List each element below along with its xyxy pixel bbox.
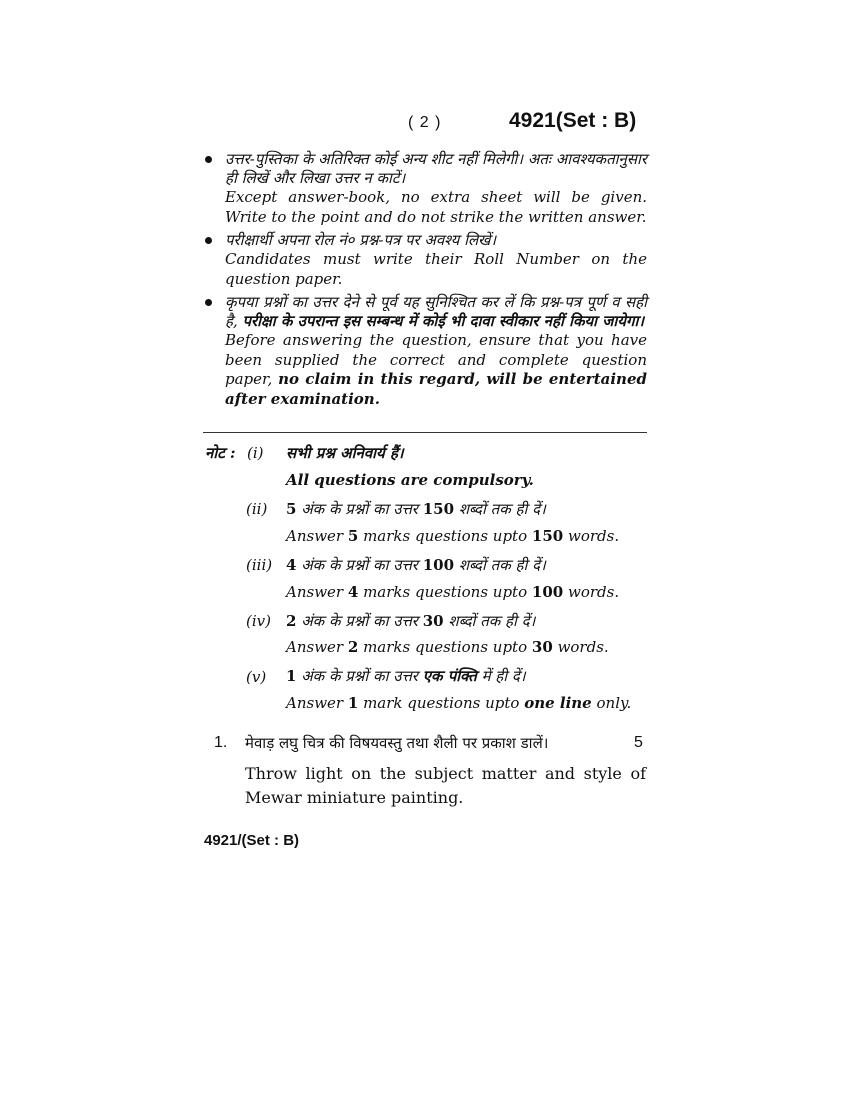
instruction-item [203,150,647,227]
instruction-hindi-text: कृपया प्रश्नों का उत्तर देने से पूर्व यह सुनिश्चित कर लें कि प्रश्न-पत्र पूर्ण व सही है, [225,293,647,330]
instruction-item [203,293,647,409]
note-item-hindi-text: अंक के प्रश्नों का उत्तर [301,556,418,574]
question-english: Throw light on the subject matter and style of Mewar miniature painting. [245,764,646,807]
note-item-number: (i) [247,444,264,462]
instruction-hindi [225,293,647,331]
note-item-english [286,694,631,712]
bullet-icon [205,156,212,163]
marks-value: 2 [347,638,359,656]
instruction-english-text: Before answering the question, ensure that you have been supplied the correct and complete question paper, [225,331,647,388]
words-value: 30 [531,638,553,656]
note-item-hindi-end: में ही दें। [481,667,526,685]
note-item-number: (iii) [246,556,273,574]
note-item-hindi [286,611,535,631]
note-item-hindi [286,666,526,686]
instruction-hindi-bold: परीक्षा के उपरान्त इस सम्बन्ध में कोई भी दावा स्वीकार नहीं किया जायेगा। [242,312,645,330]
note-en-b: marks questions upto [363,527,528,545]
bullet-icon [205,299,212,306]
bullet-icon [205,237,212,244]
note-item-english: All questions are compulsory. [286,471,534,489]
instructions-list [203,150,647,413]
note-en-a: Answer [286,694,344,712]
words-value: 150 [422,500,455,518]
note-item-number: (iv) [246,612,271,630]
instruction-english: Except answer-book, no extra sheet will be given. Write to the point and do not strike the written answer. [225,188,647,226]
instruction-english: Candidates must write their Roll Number on the question paper. [225,250,647,288]
note-en-c: words. [557,638,609,656]
marks-value: 4 [347,583,359,601]
note-en-c: only. [596,694,632,712]
note-en-a: Answer [286,583,344,601]
words-value: 100 [531,583,564,601]
note-item-number: (v) [246,668,267,686]
note-item-english [286,583,619,601]
note-en-bold: one line [524,694,592,712]
note-item-hindi-end: शब्दों तक ही दें। [448,612,536,630]
note-en-b: marks questions upto [363,638,528,656]
note-item-hindi-text: अंक के प्रश्नों का उत्तर [301,667,418,685]
marks-value: 1 [286,667,297,685]
instruction-hindi: उत्तर-पुस्तिका के अतिरिक्त कोई अन्य शीट नहीं मिलेगी। अतः आवश्यकतानुसार ही लिखें और लिखा उत्तर न काटें। [225,150,647,187]
note-item-number: (ii) [246,500,268,518]
note-item-hindi-bold: एक पंक्ति [422,667,477,685]
question-hindi: मेवाड़ लघु चित्र की विषयवस्तु तथा शैली पर प्रकाश डालें। [245,734,549,752]
instruction-hindi: परीक्षार्थी अपना रोल नं० प्रश्न-पत्र पर अवश्य लिखें। [225,231,497,249]
divider [203,432,647,433]
instruction-item [203,231,647,289]
note-item-hindi-text: अंक के प्रश्नों का उत्तर [301,500,418,518]
note-en-a: Answer [286,638,344,656]
note-item-english [286,527,619,545]
marks-value: 2 [286,612,297,630]
page-number: ( 2 ) [408,114,442,131]
note-en-b: marks questions upto [363,583,528,601]
note-en-b: mark questions upto [363,694,520,712]
note-item-hindi-end: शब्दों तक ही दें। [458,556,546,574]
note-item-hindi [286,499,546,519]
set-code-title: 4921(Set : B) [509,109,637,132]
note-item-english [286,638,609,656]
marks-value: 5 [286,500,297,518]
marks-value: 5 [347,527,359,545]
marks-value: 1 [347,694,359,712]
words-value: 30 [422,612,444,630]
question-number: 1. [214,734,228,751]
note-en-c: words. [568,583,620,601]
note-en-c: words. [568,527,620,545]
note-en-a: Answer [286,527,344,545]
note-item-hindi-text: अंक के प्रश्नों का उत्तर [301,612,418,630]
instruction-english-bold: no claim in this regard, will be entertained after examination. [225,370,647,408]
words-value: 150 [531,527,564,545]
note-item-hindi: सभी प्रश्न अनिवार्य हैं। [286,444,404,462]
footer-code: 4921/(Set : B) [204,832,300,849]
note-item-hindi [286,555,546,575]
question-marks: 5 [634,734,643,751]
note-item-hindi-end: शब्दों तक ही दें। [458,500,546,518]
instruction-english [225,331,647,409]
marks-value: 4 [286,556,297,574]
note-label: नोट : [205,444,236,462]
words-value: 100 [422,556,455,574]
